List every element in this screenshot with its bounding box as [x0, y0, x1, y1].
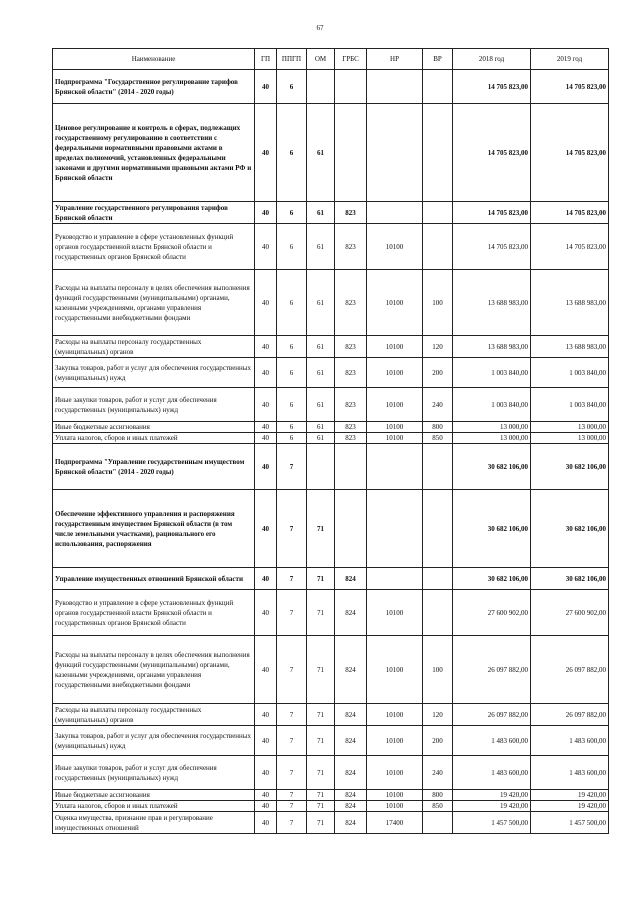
table-row — [53, 756, 609, 790]
cell-gp: 40 — [255, 70, 277, 104]
cell-ppgp: 7 — [277, 801, 307, 812]
cell-2018: 13 688 983,00 — [453, 336, 531, 358]
cell-grbs: 823 — [335, 358, 367, 388]
cell-om: 61 — [307, 224, 335, 270]
table-row — [53, 490, 609, 568]
cell-np: 10100 — [367, 590, 423, 636]
cell-om: 71 — [307, 636, 335, 704]
cell-ppgp: 6 — [277, 433, 307, 444]
cell-2019: 1 003 840,00 — [531, 388, 609, 422]
cell-om — [307, 70, 335, 104]
row-name: Оценка имущества, признание прав и регулирование имущественных отношений — [53, 812, 255, 834]
cell-vr: 850 — [423, 801, 453, 812]
cell-vr: 800 — [423, 790, 453, 801]
cell-np: 10100 — [367, 756, 423, 790]
header-np: НР — [367, 49, 423, 70]
cell-grbs: 823 — [335, 270, 367, 336]
cell-ppgp: 7 — [277, 812, 307, 834]
cell-2018: 13 000,00 — [453, 433, 531, 444]
cell-vr: 120 — [423, 704, 453, 726]
cell-gp: 40 — [255, 490, 277, 568]
table-row — [53, 104, 609, 202]
cell-gp: 40 — [255, 224, 277, 270]
cell-2018: 1 483 600,00 — [453, 726, 531, 756]
cell-grbs: 823 — [335, 433, 367, 444]
header-2018: 2018 год — [453, 49, 531, 70]
cell-ppgp: 6 — [277, 104, 307, 202]
cell-vr: 200 — [423, 358, 453, 388]
cell-vr: 240 — [423, 388, 453, 422]
cell-np — [367, 202, 423, 224]
header-2019: 2019 год — [531, 49, 609, 70]
table-row — [53, 70, 609, 104]
cell-2018: 30 682 106,00 — [453, 490, 531, 568]
table-row — [53, 433, 609, 444]
cell-vr: 120 — [423, 336, 453, 358]
table-row — [53, 358, 609, 388]
row-name: Расходы на выплаты персоналу в целях обеспечения выполнения функций государственными (муниципальными) органами, казенными учреждениями, органами управления государственными внебюджетными фондами — [53, 636, 255, 704]
cell-grbs — [335, 104, 367, 202]
cell-2019: 30 682 106,00 — [531, 490, 609, 568]
cell-2019: 13 688 983,00 — [531, 336, 609, 358]
cell-gp: 40 — [255, 336, 277, 358]
cell-grbs: 824 — [335, 756, 367, 790]
cell-grbs: 823 — [335, 202, 367, 224]
table-row — [53, 812, 609, 834]
cell-np — [367, 104, 423, 202]
row-name: Закупка товаров, работ и услуг для обеспечения государственных (муниципальных) нужд — [53, 726, 255, 756]
cell-vr — [423, 490, 453, 568]
cell-om: 71 — [307, 812, 335, 834]
cell-2018: 14 705 823,00 — [453, 104, 531, 202]
cell-om: 61 — [307, 422, 335, 433]
cell-2019: 13 000,00 — [531, 433, 609, 444]
table-row — [53, 270, 609, 336]
table-row — [53, 444, 609, 490]
row-name: Ценовое регулирование и контроль в сферах, подлежащих государственному регулированию в соответствии с федеральными нормативными правовыми актами в пределах полномочий, установленных федеральными законами и другими нормативными правовыми актами РФ и Брянской области — [53, 104, 255, 202]
cell-ppgp: 6 — [277, 422, 307, 433]
cell-gp: 40 — [255, 104, 277, 202]
cell-np: 10100 — [367, 422, 423, 433]
cell-grbs: 823 — [335, 336, 367, 358]
cell-vr — [423, 590, 453, 636]
cell-2018: 26 097 882,00 — [453, 704, 531, 726]
cell-vr — [423, 812, 453, 834]
table-row — [53, 590, 609, 636]
cell-2019: 27 600 902,00 — [531, 590, 609, 636]
table-row — [53, 801, 609, 812]
cell-2019: 14 705 823,00 — [531, 224, 609, 270]
cell-vr: 800 — [423, 422, 453, 433]
cell-om: 61 — [307, 336, 335, 358]
cell-om: 71 — [307, 801, 335, 812]
cell-2019: 26 097 882,00 — [531, 636, 609, 704]
cell-2018: 13 000,00 — [453, 422, 531, 433]
cell-ppgp: 6 — [277, 270, 307, 336]
budget-table — [52, 48, 609, 834]
cell-2018: 26 097 882,00 — [453, 636, 531, 704]
cell-ppgp: 7 — [277, 756, 307, 790]
cell-grbs: 824 — [335, 704, 367, 726]
header-ppgp: ППГП — [277, 49, 307, 70]
cell-ppgp: 6 — [277, 388, 307, 422]
cell-vr — [423, 70, 453, 104]
cell-grbs: 824 — [335, 801, 367, 812]
cell-gp: 40 — [255, 270, 277, 336]
header-gp: ГП — [255, 49, 277, 70]
table-row — [53, 568, 609, 590]
cell-2018: 27 600 902,00 — [453, 590, 531, 636]
cell-ppgp: 7 — [277, 444, 307, 490]
cell-2019: 1 483 600,00 — [531, 756, 609, 790]
row-name: Руководство и управление в сфере установленных функций органов государственной власти Брянской области и государственных органов Брянской области — [53, 224, 255, 270]
cell-2018: 1 483 600,00 — [453, 756, 531, 790]
cell-2019: 30 682 106,00 — [531, 444, 609, 490]
cell-np — [367, 568, 423, 590]
cell-grbs: 823 — [335, 422, 367, 433]
cell-gp: 40 — [255, 388, 277, 422]
cell-grbs: 823 — [335, 388, 367, 422]
cell-np: 17400 — [367, 812, 423, 834]
cell-gp: 40 — [255, 358, 277, 388]
cell-grbs: 824 — [335, 590, 367, 636]
cell-2018: 13 688 983,00 — [453, 270, 531, 336]
header-vr: ВР — [423, 49, 453, 70]
header-grbs: ГРБС — [335, 49, 367, 70]
cell-2018: 19 420,00 — [453, 801, 531, 812]
cell-grbs: 823 — [335, 224, 367, 270]
header-om: ОМ — [307, 49, 335, 70]
cell-grbs: 824 — [335, 568, 367, 590]
cell-grbs: 824 — [335, 636, 367, 704]
cell-np: 10100 — [367, 336, 423, 358]
row-name: Иные закупки товаров, работ и услуг для обеспечения государственных (муниципальных) нужд — [53, 756, 255, 790]
row-name: Уплата налогов, сборов и иных платежей — [53, 801, 255, 812]
cell-gp: 40 — [255, 636, 277, 704]
cell-ppgp: 6 — [277, 336, 307, 358]
row-name: Уплата налогов, сборов и иных платежей — [53, 433, 255, 444]
row-name: Расходы на выплаты персоналу государственных (муниципальных) органов — [53, 336, 255, 358]
cell-gp: 40 — [255, 202, 277, 224]
cell-2019: 19 420,00 — [531, 790, 609, 801]
table-row — [53, 388, 609, 422]
table-row — [53, 422, 609, 433]
cell-gp: 40 — [255, 422, 277, 433]
cell-ppgp: 7 — [277, 590, 307, 636]
row-name: Обеспечение эффективного управления и распоряжения государственным имуществом Брянской области (в том числе земельными участками), рационального его использования, распоряжения — [53, 490, 255, 568]
cell-om: 71 — [307, 790, 335, 801]
cell-2019: 14 705 823,00 — [531, 104, 609, 202]
cell-om: 61 — [307, 104, 335, 202]
cell-om: 71 — [307, 590, 335, 636]
cell-ppgp: 6 — [277, 70, 307, 104]
cell-gp: 40 — [255, 756, 277, 790]
cell-grbs: 824 — [335, 726, 367, 756]
page-number: 67 — [316, 24, 324, 32]
cell-vr: 200 — [423, 726, 453, 756]
cell-gp: 40 — [255, 812, 277, 834]
cell-om: 71 — [307, 726, 335, 756]
table-row — [53, 224, 609, 270]
cell-np: 10100 — [367, 636, 423, 704]
cell-2018: 1 457 500,00 — [453, 812, 531, 834]
cell-gp: 40 — [255, 726, 277, 756]
cell-ppgp: 7 — [277, 636, 307, 704]
cell-2019: 13 688 983,00 — [531, 270, 609, 336]
cell-gp: 40 — [255, 790, 277, 801]
row-name: Руководство и управление в сфере установленных функций органов государственной власти Брянской области и государственных органов Брянской области — [53, 590, 255, 636]
cell-vr: 100 — [423, 270, 453, 336]
cell-grbs — [335, 70, 367, 104]
table-header-row — [53, 49, 609, 70]
cell-om: 61 — [307, 433, 335, 444]
cell-vr: 240 — [423, 756, 453, 790]
cell-om: 61 — [307, 202, 335, 224]
cell-ppgp: 6 — [277, 224, 307, 270]
cell-vr: 100 — [423, 636, 453, 704]
row-name: Иные бюджетные ассигнования — [53, 790, 255, 801]
cell-ppgp: 6 — [277, 202, 307, 224]
table-row — [53, 202, 609, 224]
cell-np: 10100 — [367, 790, 423, 801]
row-name: Иные бюджетные ассигнования — [53, 422, 255, 433]
cell-2018: 30 682 106,00 — [453, 568, 531, 590]
cell-np — [367, 490, 423, 568]
cell-np: 10100 — [367, 726, 423, 756]
cell-grbs: 824 — [335, 812, 367, 834]
cell-2018: 14 705 823,00 — [453, 202, 531, 224]
cell-vr: 850 — [423, 433, 453, 444]
cell-ppgp: 7 — [277, 704, 307, 726]
cell-gp: 40 — [255, 801, 277, 812]
cell-om — [307, 444, 335, 490]
cell-ppgp: 6 — [277, 358, 307, 388]
header-name: Наименование — [53, 49, 255, 70]
cell-2018: 1 003 840,00 — [453, 358, 531, 388]
cell-2019: 19 420,00 — [531, 801, 609, 812]
cell-vr — [423, 104, 453, 202]
cell-ppgp: 7 — [277, 726, 307, 756]
cell-gp: 40 — [255, 444, 277, 490]
cell-np: 10100 — [367, 801, 423, 812]
cell-om: 61 — [307, 358, 335, 388]
cell-grbs — [335, 490, 367, 568]
cell-2018: 19 420,00 — [453, 790, 531, 801]
cell-om: 61 — [307, 270, 335, 336]
table-row — [53, 726, 609, 756]
cell-2019: 1 003 840,00 — [531, 358, 609, 388]
cell-om: 71 — [307, 704, 335, 726]
cell-vr — [423, 202, 453, 224]
cell-2019: 1 457 500,00 — [531, 812, 609, 834]
cell-ppgp: 7 — [277, 790, 307, 801]
cell-2019: 26 097 882,00 — [531, 704, 609, 726]
cell-vr — [423, 444, 453, 490]
row-name: Управление имущественных отношений Брянской области — [53, 568, 255, 590]
row-name: Управление государственного регулирования тарифов Брянской области — [53, 202, 255, 224]
cell-gp: 40 — [255, 433, 277, 444]
row-name: Закупка товаров, работ и услуг для обеспечения государственных (муниципальных) нужд — [53, 358, 255, 388]
cell-2018: 30 682 106,00 — [453, 444, 531, 490]
cell-gp: 40 — [255, 568, 277, 590]
cell-2018: 1 003 840,00 — [453, 388, 531, 422]
cell-om: 71 — [307, 490, 335, 568]
cell-np — [367, 70, 423, 104]
cell-np: 10100 — [367, 704, 423, 726]
cell-om: 71 — [307, 568, 335, 590]
cell-2018: 14 705 823,00 — [453, 70, 531, 104]
cell-np: 10100 — [367, 358, 423, 388]
cell-gp: 40 — [255, 704, 277, 726]
cell-vr — [423, 224, 453, 270]
row-name: Подпрограмма "Государственное регулирование тарифов Брянской области" (2014 - 2020 годы) — [53, 70, 255, 104]
table-row — [53, 636, 609, 704]
table-row — [53, 790, 609, 801]
cell-np: 10100 — [367, 270, 423, 336]
table-row — [53, 704, 609, 726]
cell-grbs: 824 — [335, 790, 367, 801]
cell-ppgp: 7 — [277, 568, 307, 590]
cell-2019: 1 483 600,00 — [531, 726, 609, 756]
cell-np: 10100 — [367, 433, 423, 444]
row-name: Расходы на выплаты персоналу в целях обеспечения выполнения функций государственными (муниципальными) органами, казенными учреждениями, органами управления государственными внебюджетными фондами — [53, 270, 255, 336]
cell-2018: 14 705 823,00 — [453, 224, 531, 270]
cell-ppgp: 7 — [277, 490, 307, 568]
cell-np: 10100 — [367, 224, 423, 270]
cell-2019: 14 705 823,00 — [531, 202, 609, 224]
cell-vr — [423, 568, 453, 590]
cell-np — [367, 444, 423, 490]
cell-om: 71 — [307, 756, 335, 790]
cell-gp: 40 — [255, 590, 277, 636]
cell-2019: 30 682 106,00 — [531, 568, 609, 590]
table-row — [53, 336, 609, 358]
row-name: Подпрограмма "Управление государственным имуществом Брянской области" (2014 - 2020 годы) — [53, 444, 255, 490]
cell-2019: 14 705 823,00 — [531, 70, 609, 104]
row-name: Иные закупки товаров, работ и услуг для обеспечения государственных (муниципальных) нужд — [53, 388, 255, 422]
cell-om: 61 — [307, 388, 335, 422]
cell-np: 10100 — [367, 388, 423, 422]
cell-2019: 13 000,00 — [531, 422, 609, 433]
row-name: Расходы на выплаты персоналу государственных (муниципальных) органов — [53, 704, 255, 726]
cell-grbs — [335, 444, 367, 490]
